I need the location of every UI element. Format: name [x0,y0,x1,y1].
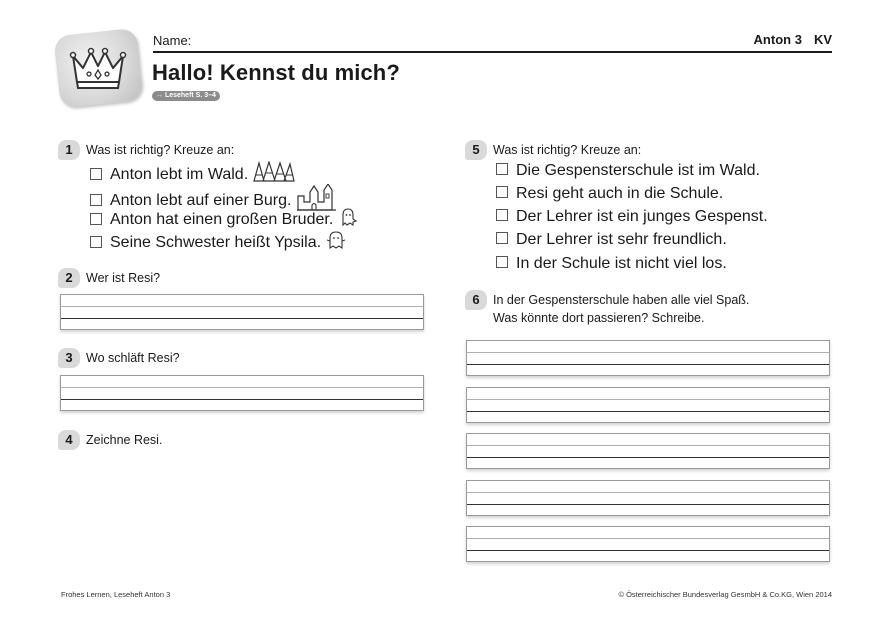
answer-field-task-6[interactable] [466,387,830,423]
task-number: 5 [465,140,487,160]
task-number: 3 [58,348,80,368]
option-label: Anton hat einen großen Bruder. [110,211,334,229]
answer-field-task-6[interactable] [466,340,830,376]
task-number: 1 [58,140,80,160]
option-row [90,184,338,210]
option-label: Seine Schwester heißt Ypsila. [110,234,322,252]
name-line[interactable] [153,51,832,53]
page-title: Hallo! Kennst du mich? [152,60,400,85]
option-label: Anton lebt auf einer Burg. [110,192,292,210]
option-row [496,207,768,227]
reading-reference: → Leseheft S. 3–4 [152,91,220,101]
checkbox[interactable] [496,232,508,244]
answer-field-task-3[interactable] [60,375,424,411]
option-row [496,161,760,181]
task-prompt: Wer ist Resi? [86,271,161,285]
task-prompt: Wo schläft Resi? [86,351,180,365]
series-label [754,32,832,47]
task-prompt: Zeichne Resi. [86,433,163,447]
option-label: In der Schule ist nicht viel los. [516,255,727,272]
checkbox[interactable] [496,256,508,268]
answer-field-task-2[interactable] [60,294,424,330]
answer-field-task-6[interactable] [466,526,830,562]
task-number: 2 [58,268,80,288]
option-label: Die Gespensterschule ist im Wald. [516,162,760,179]
option-row [496,230,727,250]
answer-field-task-6[interactable] [466,480,830,516]
option-row [496,254,727,274]
option-row [90,207,358,227]
option-label: Der Lehrer ist ein junges Gespenst. [516,208,768,225]
kv-badge: KV [813,32,832,47]
crown-icon [69,46,127,90]
task-prompt: Was ist richtig? Kreuze an: [493,143,642,157]
option-label: Anton lebt im Wald. [110,166,249,184]
task-prompt: Was ist richtig? Kreuze an: [86,143,235,157]
task-prompt-line-2: Was könnte dort passieren? Schreibe. [493,311,705,325]
option-label: Resi geht auch in die Schule. [516,185,724,202]
checkbox[interactable] [90,168,102,180]
series-title: Anton 3 [753,32,802,47]
footer-source: Frohes Lernen, Leseheft Anton 3 [61,590,171,599]
option-row [496,184,723,204]
option-row [90,161,295,184]
option-label: Der Lehrer ist sehr freundlich. [516,231,727,248]
checkbox[interactable] [90,213,102,225]
crown-logo [53,28,143,108]
task-prompt-line-1: In der Gespensterschule haben alle viel Spaß. [493,293,750,307]
checkbox[interactable] [496,163,508,175]
checkbox[interactable] [496,209,508,221]
task-number: 6 [465,290,487,310]
option-row [90,230,346,250]
answer-field-task-6[interactable] [466,433,830,469]
name-label: Name: [153,33,192,48]
checkbox[interactable] [90,236,102,248]
footer-copyright: © Österreichischer Bundesverlag GesmbH & Co.KG, Wien 2014 [618,590,832,599]
checkbox[interactable] [90,194,102,206]
checkbox[interactable] [496,186,508,198]
ghost-icon [326,230,346,256]
task-number: 4 [58,430,80,450]
